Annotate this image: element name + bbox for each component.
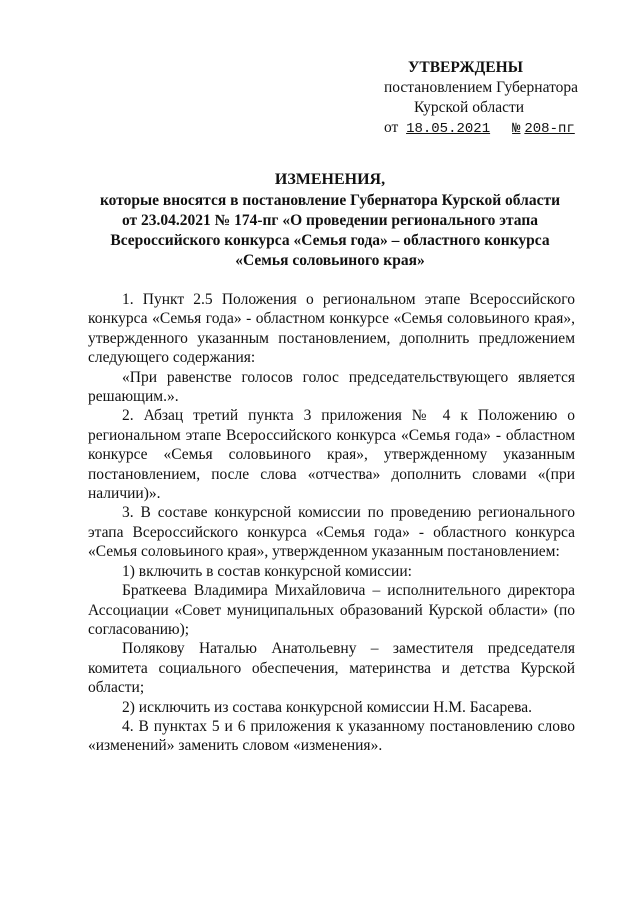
approval-date: 18.05.2021 [406, 121, 491, 137]
paragraph-line: «изменений» заменить словом «изменения». [88, 737, 383, 755]
paragraph [88, 290, 575, 368]
document-body [88, 290, 575, 756]
paragraph-line: региональном этапе Всероссийского конкурса «Семья года» - областном [88, 426, 575, 444]
paragraph-line: Ассоциации «Совет муниципальных образований Курской области» (по [88, 601, 575, 619]
number-prefix: № [512, 121, 521, 137]
paragraph-line: «При равенстве голосов голос председательствующего является [122, 368, 575, 386]
paragraph [88, 562, 575, 581]
paragraph-line: 1. Пункт 2.5 Положения о региональном этапе Всероссийского [122, 291, 575, 308]
paragraph [88, 368, 575, 407]
paragraph-line: области; [88, 679, 145, 697]
date-prefix: от [384, 119, 399, 136]
approval-date-line [380, 118, 610, 139]
heading-title: ИЗМЕНЕНИЯ, [274, 171, 386, 188]
paragraph [88, 406, 575, 503]
paragraph-line: утвержденного указанным постановлением, дополнить предложением [88, 329, 575, 347]
paragraph-line: 3. В составе конкурсной комиссии по проведению регионального [122, 504, 575, 522]
approval-region: Курской области [414, 99, 525, 116]
document-heading [80, 170, 580, 271]
paragraph-line: конкурсе «Семья соловьиного края», утвержденному указанным [88, 446, 575, 464]
paragraph-line: 2. Абзац третий пункта 3 приложения № 4 к Положению о [122, 407, 575, 425]
paragraph-line: решающим.». [88, 388, 179, 406]
paragraph-line: 4. В пунктах 5 и 6 приложения к указанному постановлению слово [122, 717, 575, 735]
paragraph-line: согласованию); [88, 620, 190, 638]
heading-line-2: от 23.04.2021 № 174-пг «О проведении регионального этапа [121, 212, 538, 229]
paragraph-line: 2) исключить из состава конкурсной комиссии Н.М. Басарева. [122, 698, 532, 716]
paragraph [88, 581, 575, 639]
paragraph-line: Полякову Наталью Анатольевну – заместителя председателя [122, 640, 575, 658]
paragraph-line: «Семья соловьиного края», утвержденном указанным постановлением: [88, 543, 560, 561]
heading-line-1: которые вносятся в постановление Губернатора Курской области [99, 192, 561, 209]
heading-line-4: «Семья соловьиного края» [235, 252, 425, 269]
heading-line-3: Всероссийского конкурса «Семья года» – областного конкурса [110, 232, 550, 249]
paragraph [88, 717, 575, 756]
approval-number: 208-пг [524, 121, 575, 137]
approval-authority: постановлением Губернатора [384, 79, 579, 96]
paragraph-line: следующего содержания: [88, 349, 256, 367]
approval-stamp [380, 58, 610, 139]
paragraph [88, 503, 575, 561]
paragraph-line: Браткеева Владимира Михайловича – исполнительного директора [122, 582, 575, 600]
approval-title: УТВЕРЖДЕНЫ [408, 59, 523, 76]
paragraph-line: наличии)». [88, 485, 161, 503]
paragraph [88, 698, 575, 717]
paragraph-line: этапа Всероссийского конкурса «Семья года» - областного конкурса [88, 523, 575, 541]
paragraph-line: комитета социального обеспечения, материнства и детства Курской [88, 659, 575, 677]
paragraph-line: 1) включить в состав конкурсной комиссии: [122, 562, 412, 580]
paragraph-line: конкурса «Семья года» - областном конкурсе «Семья соловьиного края», [88, 310, 575, 328]
paragraph-line: постановлением, после слова «отчества» дополнить словами «(при [88, 465, 575, 483]
paragraph [88, 639, 575, 697]
